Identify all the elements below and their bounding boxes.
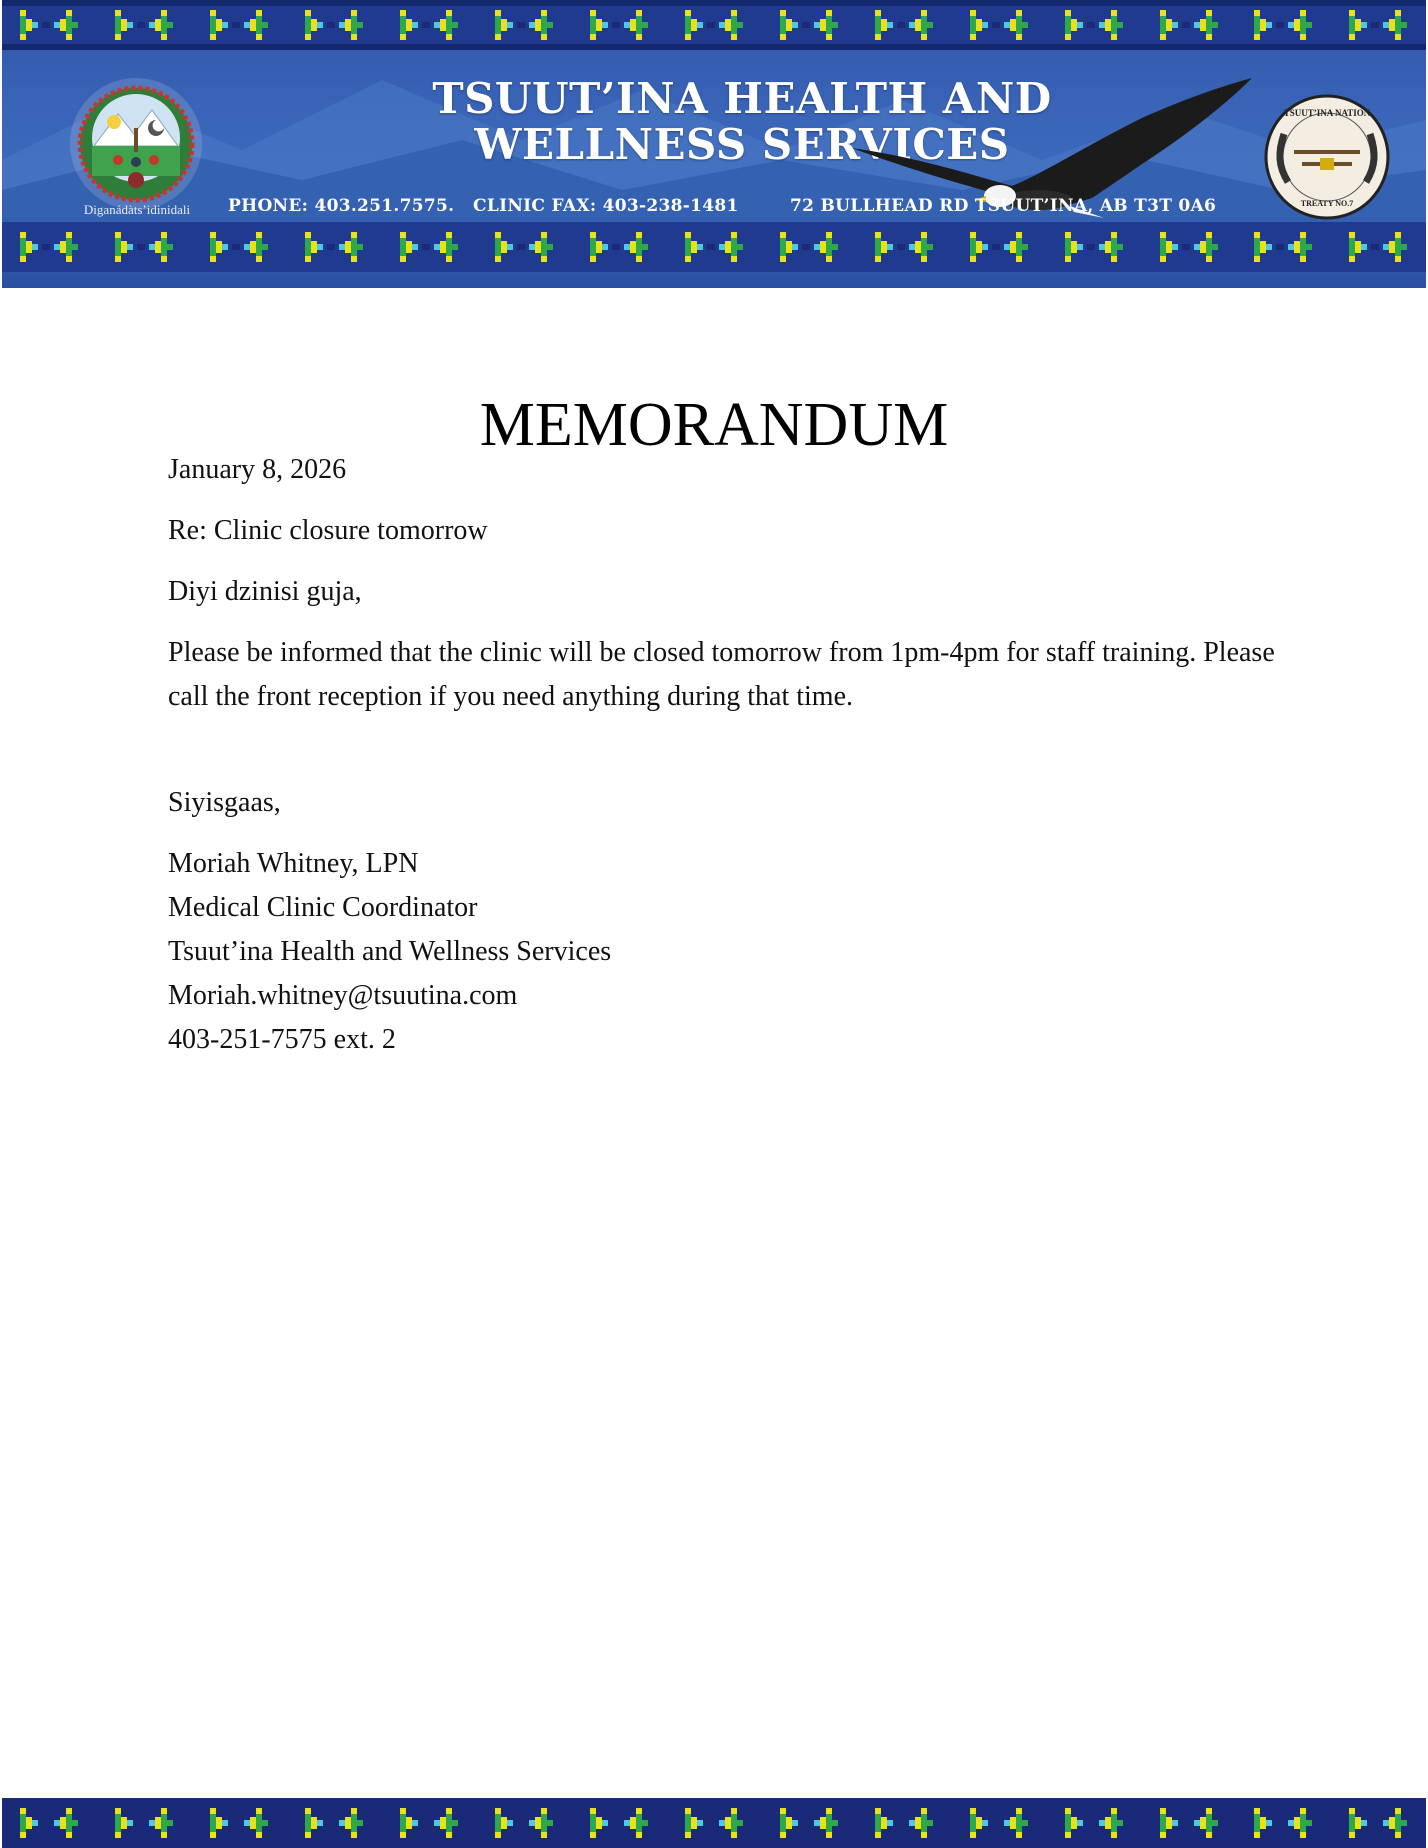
bead-pattern-top <box>2 0 1426 50</box>
signature-email: Moriah.whitney@tsuutina.com <box>168 980 518 1011</box>
bead-motif-icon <box>1246 10 1320 40</box>
bead-motif-icon <box>202 10 276 40</box>
bead-motif-icon <box>677 232 751 262</box>
bead-motif-icon <box>392 1808 466 1838</box>
memo-subject: Re: Clinic closure tomorrow <box>168 515 488 546</box>
bead-motif-icon <box>1246 1808 1320 1838</box>
bead-motif-icon <box>867 1808 941 1838</box>
bead-motif-icon <box>1341 10 1415 40</box>
memo-date: January 8, 2026 <box>168 454 347 485</box>
seal-top-text: TSUUT’INA NATION <box>1283 108 1371 118</box>
letterhead-banner <box>2 0 1426 288</box>
bead-motif-icon <box>677 1808 751 1838</box>
bead-motif-icon <box>772 1808 846 1838</box>
bead-motif-icon <box>107 10 181 40</box>
memo-body <box>168 448 1298 1062</box>
bead-motif-icon <box>772 232 846 262</box>
bead-motif-icon <box>1152 232 1226 262</box>
bead-motif-icon <box>202 232 276 262</box>
bead-motif-icon <box>1152 10 1226 40</box>
signature-title: Medical Clinic Coordinator <box>168 892 478 923</box>
bead-pattern-middle <box>2 222 1426 272</box>
fax-number: CLINIC FAX: 403-238-1481 <box>473 196 739 216</box>
bead-pattern-footer <box>2 1798 1426 1848</box>
memo-paragraph: Please be informed that the clinic will be closed tomorrow from 1pm-4pm for staff training. Please call the front reception if you need anything during that time. <box>168 637 1275 712</box>
bead-motif-icon <box>392 10 466 40</box>
signature-block <box>168 842 1298 1062</box>
bead-motif-icon <box>867 10 941 40</box>
bead-motif-icon <box>1246 232 1320 262</box>
bead-motif-icon <box>392 232 466 262</box>
bead-motif-icon <box>1341 1808 1415 1838</box>
bead-motif-icon <box>582 10 656 40</box>
bead-motif-icon <box>962 232 1036 262</box>
bead-motif-icon <box>1057 1808 1131 1838</box>
bead-motif-icon <box>12 232 86 262</box>
bead-motif-icon <box>487 1808 561 1838</box>
bead-motif-icon <box>107 1808 181 1838</box>
phone-number: PHONE: 403.251.7575. <box>228 196 455 216</box>
bead-motif-icon <box>677 10 751 40</box>
bead-motif-icon <box>297 232 371 262</box>
bead-motif-icon <box>867 232 941 262</box>
bead-motif-icon <box>297 10 371 40</box>
bead-motif-icon <box>1341 232 1415 262</box>
bead-motif-icon <box>12 1808 86 1838</box>
bead-motif-icon <box>487 232 561 262</box>
seal-bottom-text: TREATY NO.7 <box>1300 199 1354 208</box>
bead-motif-icon <box>107 232 181 262</box>
signature-organization: Tsuut’ina Health and Wellness Services <box>168 936 612 967</box>
bead-motif-icon <box>487 10 561 40</box>
bead-motif-icon <box>772 10 846 40</box>
street-address: 72 BULLHEAD RD TSUUT’INA, AB T3T 0A6 <box>790 196 1217 216</box>
nation-treaty-seal-icon <box>1264 94 1390 220</box>
signature-name: Moriah Whitney, LPN <box>168 848 419 879</box>
organization-title: TSUUT’INA HEALTH AND WELLNESS SERVICES <box>432 74 1052 169</box>
bead-motif-icon <box>202 1808 276 1838</box>
bead-motif-icon <box>582 232 656 262</box>
seal-caption: Diganádàts’idinidali <box>83 202 191 217</box>
bead-motif-icon <box>1152 1808 1226 1838</box>
signature-phone: 403-251-7575 ext. 2 <box>168 1024 396 1055</box>
bead-motif-icon <box>962 10 1036 40</box>
health-services-seal-icon <box>68 76 204 212</box>
bead-motif-icon <box>582 1808 656 1838</box>
memo-closing: Siyisgaas, <box>168 787 281 818</box>
bead-motif-icon <box>12 10 86 40</box>
memo-greeting: Diyi dzinisi guja, <box>168 576 362 607</box>
bead-motif-icon <box>1057 10 1131 40</box>
bead-motif-icon <box>962 1808 1036 1838</box>
bead-motif-icon <box>1057 232 1131 262</box>
memo-heading: MEMORANDUM <box>479 390 949 459</box>
bead-motif-icon <box>297 1808 371 1838</box>
